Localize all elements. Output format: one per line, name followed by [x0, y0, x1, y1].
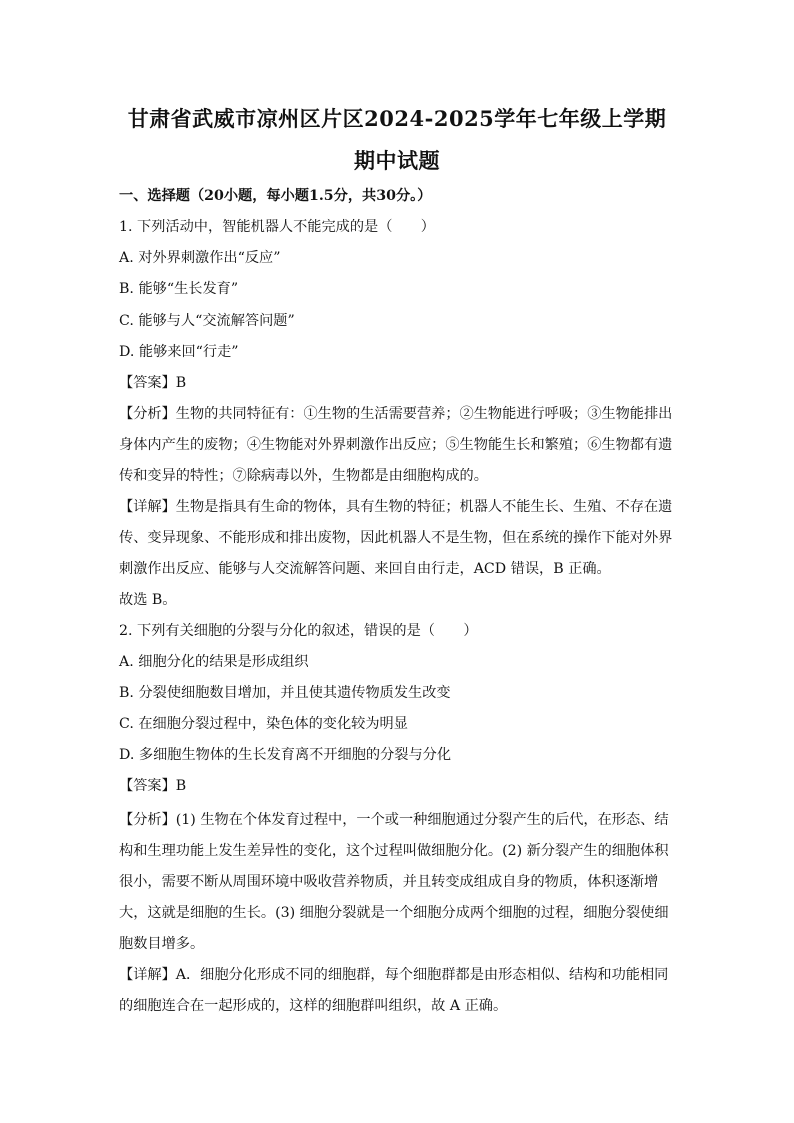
question-1-option-a: A. 对外界刺激作出“反应”	[119, 250, 281, 266]
question-2-option-a: A. 细胞分化的结果是形成组织	[119, 654, 309, 670]
question-2-stem: 2. 下列有关细胞的分裂与分化的叙述，错误的是（ ）	[119, 623, 478, 639]
question-2-analysis-line: 构和生理功能上发生差异性的变化，这个过程叫做细胞分化。(2) 新分裂产生的细胞体积	[119, 843, 669, 859]
question-2-option-c: C. 在细胞分裂过程中，染色体的变化较为明显	[119, 716, 408, 732]
question-2-option-b: B. 分裂使细胞数目增加，并且使其遗传物质发生改变	[119, 685, 451, 701]
question-2-analysis-line: 胞数目增多。	[119, 936, 205, 952]
question-2-detail-line: 的细胞连合在一起形成的，这样的细胞群叫组织，故 A 正确。	[119, 998, 508, 1014]
question-1-option-b: B. 能够“生长发育”	[119, 281, 239, 297]
question-1-answer: 【答案】B	[119, 375, 187, 391]
question-1-detail-line: 刺激作出反应、能够与人交流解答问题、来回自由行走，ACD 错误，B 正确。	[119, 561, 611, 577]
question-1-analysis-line: 身体内产生的废物；④生物能对外界刺激作出反应；⑤生物能生长和繁殖；⑥生物都有遗	[119, 437, 673, 453]
question-1-stem: 1. 下列活动中，智能机器人不能完成的是（ ）	[119, 219, 435, 235]
question-1-analysis-line: 传和变异的特性；⑦除病毒以外，生物都是由细胞构成的。	[119, 468, 488, 484]
question-1-option-d: D. 能够来回“行走”	[119, 344, 239, 360]
question-1-analysis-line: 【分析】生物的共同特征有：①生物的生活需要营养；②生物能进行呼吸；③生物能排出	[119, 406, 673, 422]
question-1-detail-line: 【详解】生物是指具有生命的物体，具有生物的特征；机器人不能生长、生殖、不存在遗	[119, 499, 673, 515]
question-1-conclusion: 故选 B。	[119, 592, 177, 608]
question-2-answer: 【答案】B	[119, 778, 187, 794]
question-1-option-c: C. 能够与人“交流解答问题”	[119, 313, 295, 329]
question-2-analysis-line: 大，这就是细胞的生长。(3) 细胞分裂就是一个细胞分成两个细胞的过程，细胞分裂使细	[119, 905, 669, 921]
question-2-analysis-line: 【分析】(1) 生物在个体发育过程中，一个或一种细胞通过分裂产生的后代，在形态、结	[119, 812, 669, 828]
question-2-option-d: D. 多细胞生物体的生长发育离不开细胞的分裂与分化	[119, 747, 452, 763]
question-2-detail-line: 【详解】A．细胞分化形成不同的细胞群，每个细胞群都是由形态相似、结构和功能相同	[119, 967, 669, 983]
document-title: 甘肃省武威市凉州区片区2024-2025学年七年级上学期	[127, 106, 667, 131]
question-1-detail-line: 传、变异现象、不能形成和排出废物，因此机器人不是生物，但在系统的操作下能对外界	[119, 530, 673, 546]
section-heading: 一、选择题（20小题，每小题1.5分，共30分。）	[119, 188, 432, 204]
question-2-analysis-line: 很小，需要不断从周围环境中吸收营养物质，并且转变成组成自身的物质，体积逐渐增	[119, 874, 659, 890]
document-subtitle: 期中试题	[354, 148, 440, 173]
